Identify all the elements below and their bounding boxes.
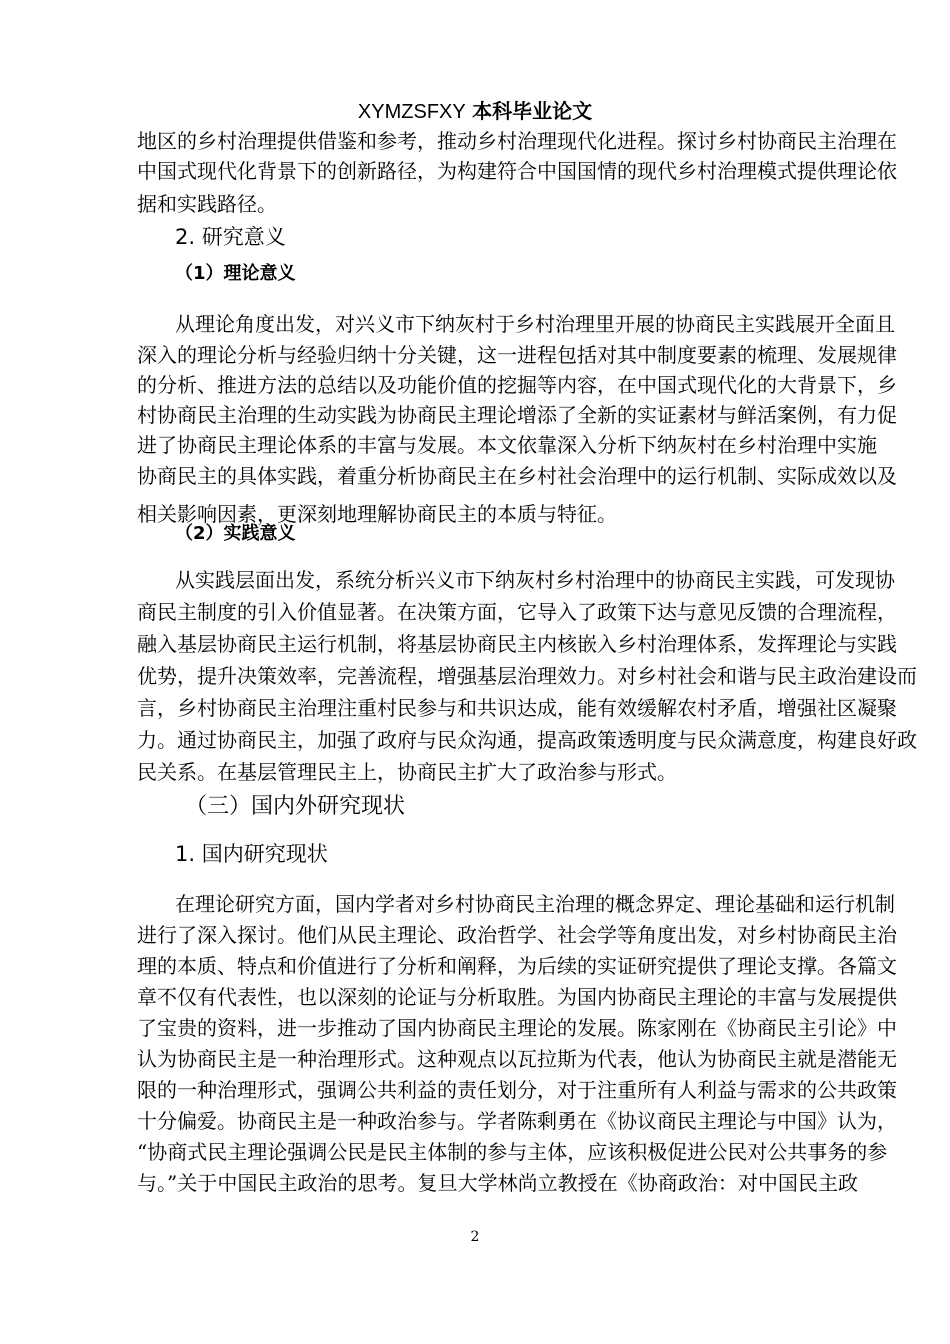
paragraph-line: 深入的理论分析与经验归纳十分关键，这一进程包括对其中制度要素的梳理、发展规律 <box>137 343 897 367</box>
section-heading: （三）国内外研究现状 <box>185 794 406 819</box>
paragraph-line: 从理论角度出发，对兴义市下纳灰村于乡村治理里开展的协商民主实践展开全面且 <box>175 312 895 336</box>
paragraph-line: 从实践层面出发，系统分析兴义市下纳灰村乡村治理中的协商民主实践，可发现协 <box>175 568 895 592</box>
paragraph-line: 村协商民主治理的生动实践为协商民主理论增添了全新的实证素材与鲜活案例，有力促 <box>137 403 897 427</box>
paragraph-line: 章不仅有代表性，也以深刻的论证与分析取胜。为国内协商民主理论的丰富与发展提供 <box>137 985 897 1009</box>
subsection-heading: 1. 国内研究现状 <box>175 842 328 866</box>
header-code: XYMZSFXY <box>357 101 466 123</box>
paragraph-line: 理的本质、特点和价值进行了分析和阐释，为后续的实证研究提供了理论支撑。各篇文 <box>137 954 897 978</box>
paragraph-line: 融入基层协商民主运行机制，将基层协商民主内核嵌入乡村治理体系，发挥理论与实践 <box>137 632 897 656</box>
paragraph-line: 民关系。在基层管理民主上，协商民主扩大了政治参与形式。 <box>137 760 677 784</box>
paragraph-line: 认为协商民主是一种治理形式。这种观点以瓦拉斯为代表，他认为协商民主就是潜能无 <box>137 1047 897 1071</box>
page-number: 2 <box>470 1229 480 1245</box>
paragraph-line: 协商民主的具体实践，着重分析协商民主在乡村社会治理中的运行机制、实际成效以及 <box>137 464 897 488</box>
paragraph-line: 商民主制度的引入价值显著。在决策方面，它导入了政策下达与意见反馈的合理流程， <box>137 600 897 624</box>
paragraph-line: 在理论研究方面，国内学者对乡村协商民主治理的概念界定、理论基础和运行机制 <box>175 892 895 916</box>
paragraph-line: 相关影响因素，更深刻地理解协商民主的本质与特征。 <box>137 502 617 526</box>
paragraph-line: 进了协商民主理论体系的丰富与发展。本文依靠深入分析下纳灰村在乡村治理中实施 <box>137 433 877 457</box>
paragraph-line: 中国式现代化背景下的创新路径，为构建符合中国国情的现代乡村治理模式提供理论依 <box>137 159 897 183</box>
paragraph-line: 的分析、推进方法的总结以及功能价值的挖掘等内容，在中国式现代化的大背景下，乡 <box>137 373 897 397</box>
paragraph-line: 据和实践路径。 <box>137 192 277 216</box>
paragraph-line: 了宝贵的资料，进一步推动了国内协商民主理论的发展。陈家刚在《协商民主引论》中 <box>137 1016 897 1040</box>
paragraph-line: 进行了深入探讨。他们从民主理论、政治哲学、社会学等角度出发，对乡村协商民主治 <box>137 923 897 947</box>
paragraph-line: “协商式民主理论强调公民是民主体制的参与主体，应该积极促进公民对公共事务的参 <box>137 1140 888 1164</box>
paragraph-line: 地区的乡村治理提供借鉴和参考，推动乡村治理现代化进程。探讨乡村协商民主治理在 <box>137 129 897 153</box>
paragraph-line: 限的一种治理形式，强调公共利益的责任划分，对于注重所有人利益与需求的公共政策 <box>137 1078 897 1102</box>
sub-subsection-heading: （1）理论意义 <box>175 263 296 284</box>
header-title: 本科毕业论文 <box>472 99 593 123</box>
page-header <box>0 95 950 124</box>
subsection-heading: 2. 研究意义 <box>175 225 286 249</box>
paragraph-line: 与。”关于中国民主政治的思考。复旦大学林尚立教授在《协商政治：对中国民主政 <box>137 1171 858 1195</box>
paragraph-line: 十分偏爱。协商民主是一种政治参与。学者陈剩勇在《协议商民主理论与中国》认为， <box>137 1109 897 1133</box>
paragraph-line: 优势，提升决策效率，完善流程，增强基层治理效力。对乡村社会和谐与民主政治建设而 <box>137 664 917 688</box>
paragraph-line: 言，乡村协商民主治理注重村民参与和共识达成，能有效缓解农村矛盾，增强社区凝聚 <box>137 696 897 720</box>
sub-subsection-heading: （2）实践意义 <box>175 523 296 544</box>
paragraph-line: 力。通过协商民主，加强了政府与民众沟通，提高政策透明度与民众满意度，构建良好政 <box>137 728 917 752</box>
